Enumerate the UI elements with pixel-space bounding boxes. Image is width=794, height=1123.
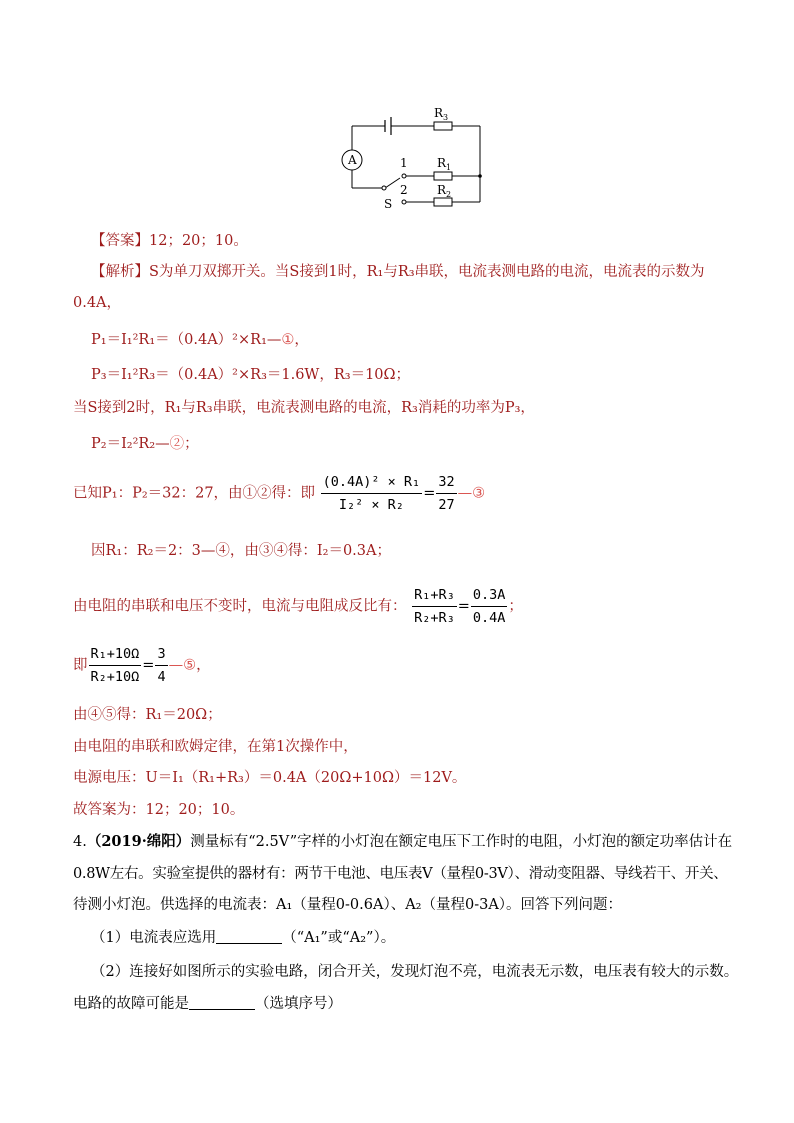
from-45-line: 由④⑤得：R₁＝20Ω； (73, 707, 222, 723)
voltage-line: 电源电压：U＝I₁（R₁+R₃）＝0.4A（20Ω+10Ω）＝12V。 (73, 770, 467, 786)
switch-2-line: 当S接到2时，R₁与R₃串联，电流表测电路的电流，R₃消耗的功率为P₃， (73, 400, 535, 416)
analysis-line-1b: 0.4A， (73, 295, 122, 311)
question-4-part-2-line-2: 电路的故障可能是 （选填序号） (73, 996, 342, 1012)
p3-equation: P₃＝I₁²R₃＝（0.4A）²×R₃＝1.6W，R₃＝10Ω； (91, 367, 411, 383)
circuit-diagram (330, 100, 500, 220)
mark-5: —⑤ (168, 657, 197, 674)
ammeter-label: A (348, 153, 357, 167)
p1-equation: P₁＝I₁²R₁＝（0.4A）²×R₁—①， (91, 332, 309, 348)
fraction-5-right: $\frac{3}{4}$ (155, 643, 167, 688)
answer-line (91, 231, 248, 251)
switch-label: S (384, 197, 393, 211)
equation-5: 即 $\frac{\text{R₁+10Ω}}{\text{R₂+10Ω}}$ = $\frac{3}{4}$ —⑤， (73, 643, 211, 688)
question-source: （2019·绵阳） (86, 833, 191, 850)
ratio-line: 因R₁：R₂＝2：3—④，由③④得：I₂＝0.3A； (91, 543, 391, 559)
r2-label: $R_2$ (437, 183, 452, 199)
analysis-line-1: 【解析】S为单刀双掷开关。当S接到1时，R₁与R₃串联，电流表测电路的电流，电流表的示数为 (91, 264, 705, 280)
inverse-equation: 由电阻的串联和电压不变时，电流与电阻成反比有： $\frac{\text{R₁+R₃}}{\text{R₂+R₃}}$ = $\frac{0.3A}{0.4A}$ ； (73, 584, 523, 629)
r3-label: $R_3$ (434, 106, 449, 122)
switch-position-2: 2 (400, 183, 408, 197)
question-4-part-1: （1）电流表应选用 （“A₁”或“A₂”）。 (91, 930, 396, 946)
fraction-inverse-left: $\frac{\text{R₁+R₃}}{\text{R₂+R₃}}$ (412, 584, 457, 629)
fraction-right-3: $\frac{32}{27}$ (436, 471, 456, 516)
final-answer-line: 故答案为：12；20；10。 (73, 802, 245, 818)
switch-position-1: 1 (400, 156, 408, 170)
answer-text: 12；20；10。 (149, 233, 248, 249)
r1-label: $R_1$ (437, 156, 452, 172)
answer-blank-1[interactable] (216, 929, 282, 944)
fraction-left-3: $\frac{\text{(0.4A)² × R₁}}{\text{I₂² × R₂}}$ (321, 471, 423, 516)
question-4-line-1: 4.（2019·绵阳）测量标有“2.5V”字样的小灯泡在额定电压下工作时的电阻，小灯泡的额定功率估计在 (73, 833, 733, 850)
mark-3: —③ (457, 485, 486, 502)
analysis-tag: 【解析】 (91, 264, 149, 280)
question-4-line-3: 待测小灯泡。供选择的电流表：A₁（量程0-0.6A）、A₂（量程0-3A）。回答下列问题： (73, 897, 623, 913)
mark-2: ② (169, 436, 185, 452)
answer-tag: 【答案】 (91, 233, 149, 249)
answer-blank-2[interactable] (189, 995, 255, 1010)
question-number: 4. (73, 834, 87, 850)
mark-1: ① (281, 332, 295, 348)
p2-equation: P₂＝I₂²R₂—②； (91, 436, 199, 452)
ohm-line: 由电阻的串联和欧姆定律，在第1次操作中， (73, 739, 358, 755)
question-4-line-2: 0.8W左右。实验室提供的器材有：两节干电池、电压表V（量程0-3V）、滑动变阻器、导线若干、开关、 (73, 866, 728, 882)
fraction-inverse-right: $\frac{0.3A}{0.4A}$ (471, 584, 508, 629)
question-4-part-2-line-1: （2）连接好如图所示的实验电路，闭合开关，发现灯泡不亮，电流表无示数，电压表有较大的示数。 (91, 964, 739, 980)
fraction-5-left: $\frac{\text{R₁+10Ω}}{\text{R₂+10Ω}}$ (89, 643, 142, 688)
ratio-equation-3: 已知P₁：P₂＝32：27，由①②得：即 $\frac{\text{(0.4A)² × R₁}}{\text{I₂² × R₂}}$ = $\frac{32}{27}$ —③ (73, 471, 485, 516)
